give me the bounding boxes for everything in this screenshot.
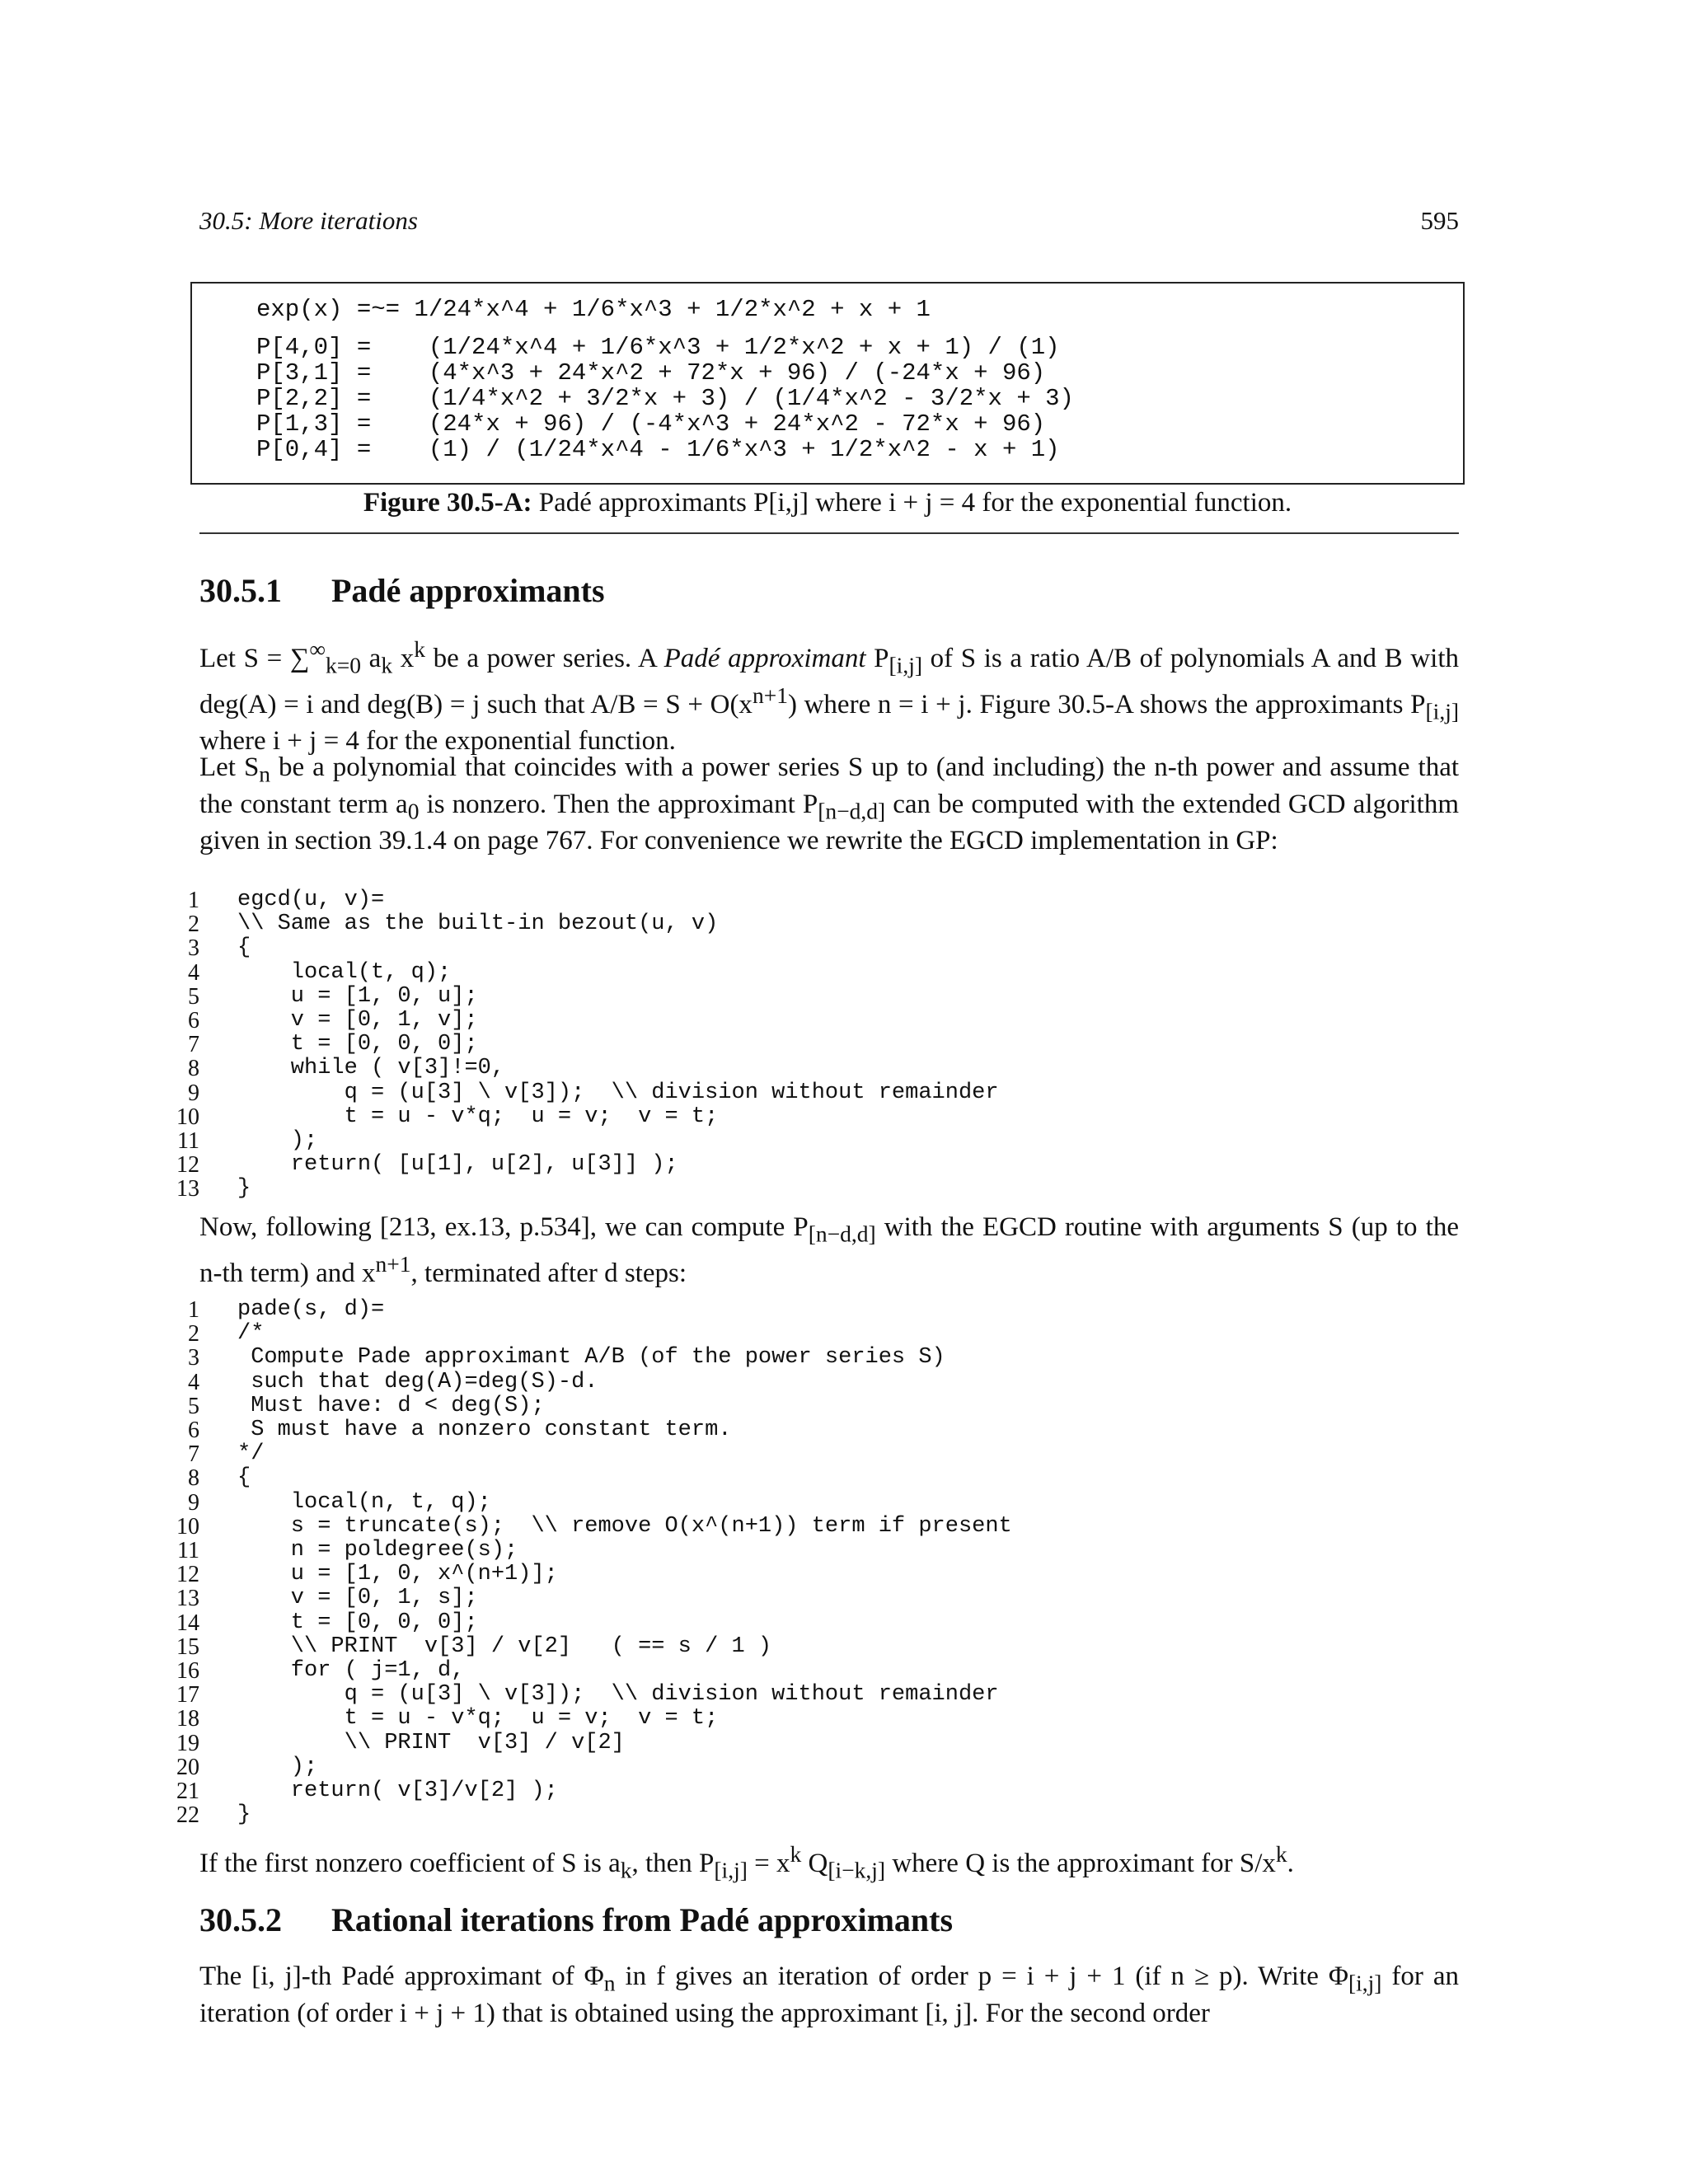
subscript: k=0 [326,652,362,678]
line-number: 3 [188,935,199,962]
line-number: 9 [188,1489,199,1516]
line-number: 6 [188,1418,199,1443]
text-run: with the EGCD routine with arguments S (up to the n-th term) and x [199,1212,1459,1288]
line-number: 11 [177,1128,199,1154]
text-run: If the first nonzero coefficient of S is a [199,1849,621,1878]
superscript: k [1275,1841,1287,1867]
figure-caption [190,485,1465,521]
subscript: [i,j] [1348,1970,1382,1996]
line-number: 19 [176,1730,199,1756]
paragraph-rational-iterations [199,1961,1459,2028]
paragraph-definition [199,635,1459,756]
code-source: pade(s, d)= /* Compute Pade approximant A/B (of the power series S) such that deg(A)=deg(S)-d. Must have: d < deg(S); S must have a nonzero constant term. */ { local(n, t, q); s = truncate(s); \\ remove O(x^(n+1)) term if present n = poldegree(s); u = [1, 0, x^(n+1)]; v = [0, 1, s]; t = [0, 0, 0]; \\ PRINT v[3] / v[2] ( == s / 1 ) for ( j=1, d, q = (u[3] \ v[3]); \\ division without remainder t = u - v*q; u = v; v = t; \\ PRINT v[3] / v[2] ); return( v[3]/v[2] ); } [237,1297,1012,1828]
line-number: 2 [188,912,199,938]
text-run: is nonzero. Then the approximant P [419,789,818,819]
line-number: 13 [176,1176,199,1202]
line-number: 15 [176,1633,199,1660]
line-number: 1 [188,1297,199,1323]
line-number: 16 [176,1658,199,1684]
running-header [199,206,1459,242]
section-heading-rational-iterations [199,1900,953,1939]
section-title: Rational iterations from Padé approximants [331,1901,954,1938]
superscript: k [414,636,425,662]
text-run: of S is a ratio A/B of polynomials A and B with deg(A) = i and deg(B) = j such that A/B = S + O(x [199,644,1459,719]
text-run: x [392,644,415,673]
section-title: Padé approximants [331,572,605,609]
line-number: 3 [188,1345,199,1371]
code-listing-pade [165,1297,1484,1829]
line-number: 11 [177,1538,199,1563]
subscript: k [620,1857,632,1883]
line-number: 7 [188,1441,199,1468]
line-number: 13 [176,1586,199,1612]
line-number: 4 [188,1369,199,1395]
text-run: for an iteration (of order i + j + 1) that is obtained using the approximant [i, j]. For the second order [199,1961,1459,2028]
line-number: 8 [188,1465,199,1492]
paragraph-egcd-intro [199,752,1459,855]
text-run: Now, following [213, ex.13, p.534], we can compute P [199,1212,809,1242]
superscript: n+1 [375,1250,411,1277]
paragraph-first-coefficient [199,1840,1459,1886]
superscript: ∞ [309,636,326,662]
text-run: where Q is the approximant for S/x [885,1849,1276,1878]
line-number: 20 [176,1754,199,1780]
subscript: [i−k,j] [828,1857,886,1883]
figure-approximant-rows: P[4,0] = (1/24*x^4 + 1/6*x^3 + 1/2*x^2 + x + 1) / (1) P[3,1] = (4*x^3 + 24*x^2 + 72*x + 96) / (-24*x + 96) P[2,2] = (1/4*x^2 + 3/2*x + 3) / (1/4*x^2 - 3/2*x + 3) P[1,3] = (24*x + 96) / (-4*x^3 + 24*x^2 - 72*x + 96) P[0,4] = (1) / (1/24*x^4 - 1/6*x^3 + 1/2*x^2 - x + 1) [256,334,1074,463]
line-number: 5 [188,1393,199,1419]
line-number: 12 [176,1562,199,1588]
text-run: , terminated after d steps: [410,1258,687,1288]
line-number: 17 [176,1682,199,1708]
subscript: [n−d,d] [818,798,886,824]
line-number: 2 [188,1321,199,1347]
line-number: 21 [176,1779,199,1804]
line-number: 6 [188,1008,199,1033]
line-number: 5 [188,983,199,1010]
line-number: 1 [188,888,199,913]
superscript: k [790,1841,802,1867]
line-number: 8 [188,1056,199,1082]
text-run: The [i, j]-th Padé approximant of Φ [199,1961,604,1991]
text-run: in f gives an iteration of order p = i + j + 1 (if n ≥ p). Write Φ [615,1961,1348,1991]
section-heading-pade [199,571,605,610]
code-listing-egcd [165,888,1484,1210]
line-number: 7 [188,1032,199,1058]
running-title: 30.5: More iterations [199,206,418,235]
text-run: = x [747,1849,790,1878]
section-number: 30.5.1 [199,572,282,609]
line-number: 12 [176,1152,199,1179]
text-run: be a polynomial that coincides with a power series S up to (and including) the n-th power and assume that the constant term a [199,752,1460,819]
subscript: [i,j] [889,652,922,678]
text-run: Let S = ∑ [199,644,310,673]
text-run: Q [801,1849,828,1878]
line-number: 10 [176,1104,199,1130]
text-run: where i + j = 4 for the exponential function. [199,726,676,757]
line-number: 22 [176,1802,199,1829]
text-run: P [865,644,889,673]
subscript: 0 [407,798,420,824]
figure-box [190,282,1465,485]
subscript: n [259,761,271,787]
text-run: Let S [199,752,260,782]
text-run: ) where n = i + j. Figure 30.5-A shows the approximants P [787,689,1426,719]
section-number: 30.5.2 [199,1901,282,1938]
page-number: 595 [1420,206,1459,235]
text-run: a [361,644,382,673]
line-number: 4 [188,959,199,986]
subscript: [n−d,d] [808,1221,876,1247]
figure-caption-label: Figure 30.5-A: [363,488,532,518]
code-source: egcd(u, v)= \\ Same as the built-in bezout(u, v) { local(t, q); u = [1, 0, u]; v = [0, 1, v]; t = [0, 0, 0]; while ( v[3]!=0, q = (u[3] \ v[3]); \\ division without remainder t = u - v*q; u = v; v = t; ); return( [u[1], u[2], u[3]] ); } [237,888,999,1202]
text-run: . [1287,1849,1294,1878]
subscript: k [381,652,393,678]
subscript: [i,j] [714,1857,748,1883]
line-number: 14 [176,1610,199,1636]
figure-caption-text: Padé approximants P[i,j] where i + j = 4 for the exponential function. [538,488,1292,518]
superscript: n+1 [752,682,788,708]
paragraph-pade-intro [199,1212,1459,1288]
line-number: 9 [188,1080,199,1106]
text-run: , then P [631,1849,715,1878]
text-run: can be computed with the extended GCD algorithm given in section 39.1.4 on page 767. For convenience we rewrite the EGCD implementation in GP: [199,789,1459,856]
subscript: [i,j] [1425,698,1459,724]
emphasis: Padé approximant [663,644,866,673]
figure-rule [199,532,1459,534]
line-number: 10 [176,1513,199,1540]
subscript: n [603,1970,616,1996]
figure-series-line: exp(x) =~= 1/24*x^4 + 1/6*x^3 + 1/2*x^2 + x + 1 [256,296,931,323]
text-run: be a power series. A [424,644,664,673]
line-number: 18 [176,1706,199,1732]
